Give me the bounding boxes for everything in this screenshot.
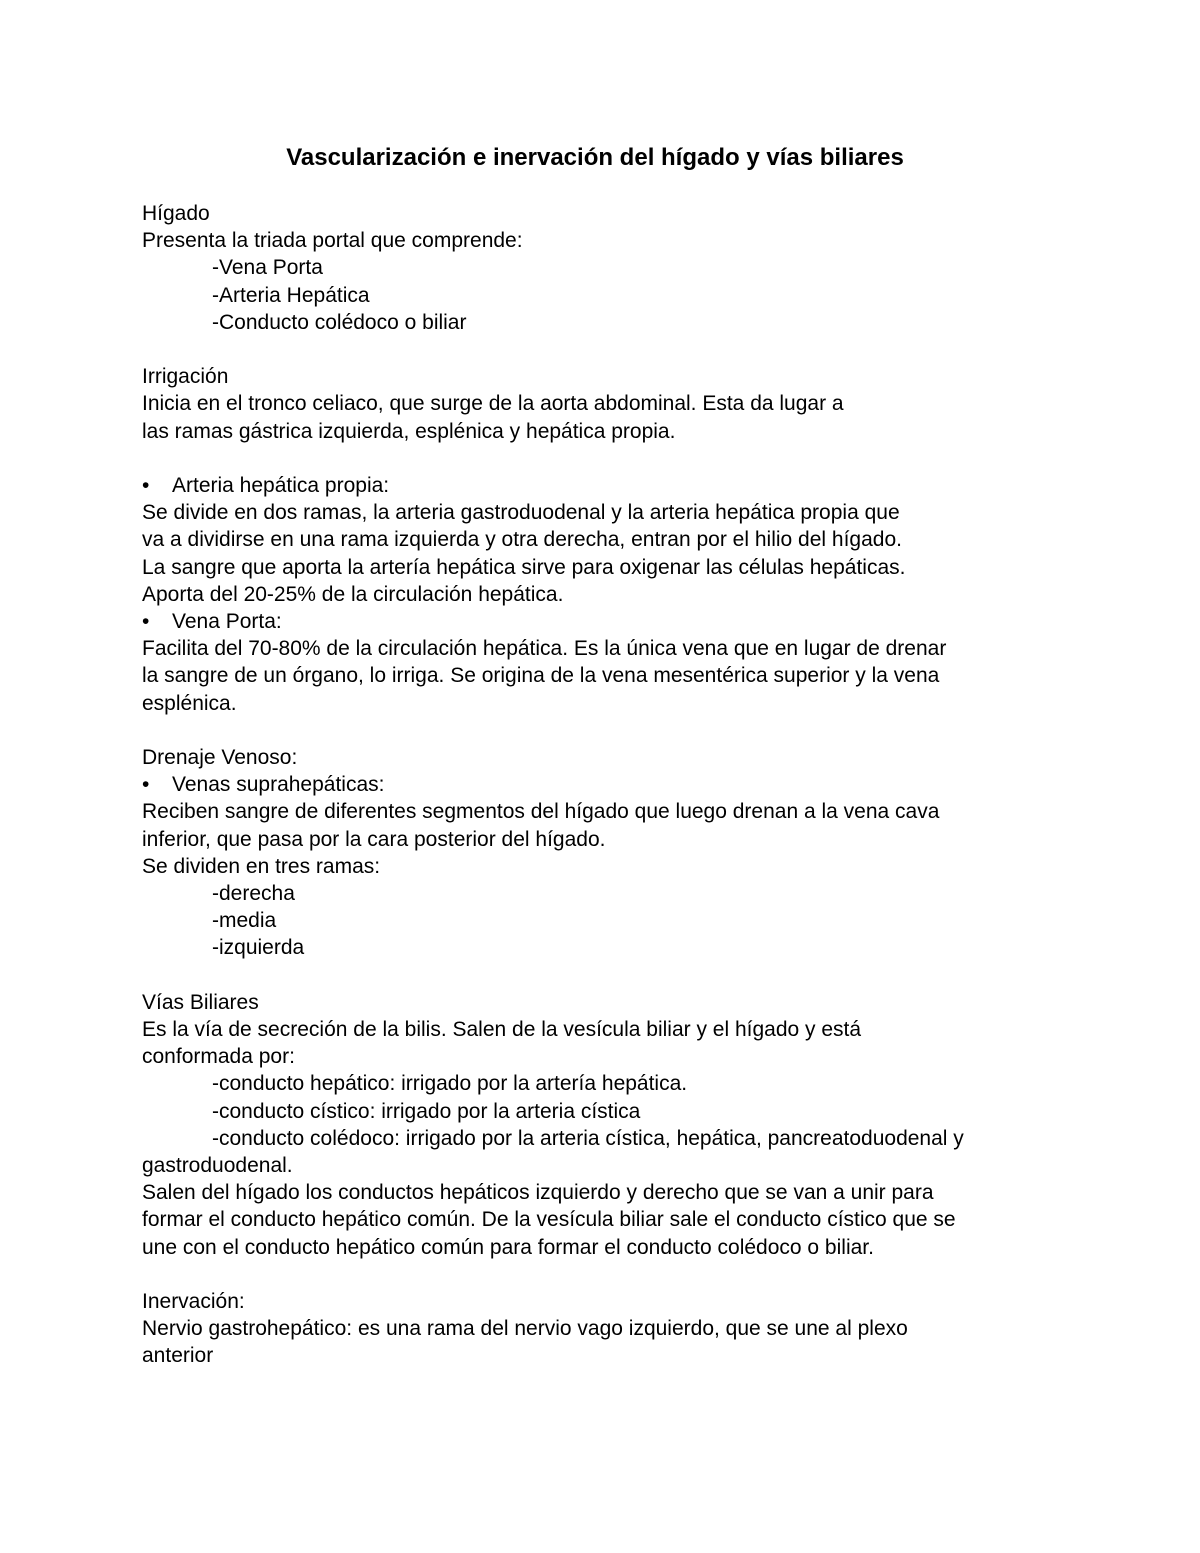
list-item: -media bbox=[212, 909, 277, 933]
paragraph-line: conformada por: bbox=[142, 1045, 295, 1069]
document-body bbox=[142, 200, 1142, 1370]
paragraph-line: inferior, que pasa por la cara posterior del hígado. bbox=[142, 827, 606, 851]
list-item: -derecha bbox=[212, 882, 295, 906]
paragraph-line: une con el conducto hepático común para formar el conducto colédoco o biliar. bbox=[142, 1235, 874, 1259]
paragraph-line: las ramas gástrica izquierda, esplénica y hepática propia. bbox=[142, 419, 676, 443]
paragraph-line: anterior bbox=[142, 1344, 214, 1368]
blank-line bbox=[142, 336, 1142, 363]
list-item: -izquierda bbox=[212, 936, 305, 960]
paragraph-line: Nervio gastrohepático: es una rama del nervio vago izquierdo, que se une al plexo bbox=[142, 1317, 908, 1341]
list-item: -conducto colédoco: irrigado por la arteria cística, hepática, pancreatoduodenal y bbox=[212, 1126, 964, 1150]
paragraph-line: Inicia en el tronco celiaco, que surge de la aorta abdominal. Esta da lugar a bbox=[142, 392, 844, 416]
bullet-icon: • bbox=[142, 474, 150, 497]
paragraph-line: va a dividirse en una rama izquierda y otra derecha, entran por el hilio del hígado. bbox=[142, 528, 902, 552]
blank-line bbox=[142, 1261, 1142, 1288]
document-title: Vascularización e inervación del hígado y vías biliares bbox=[286, 144, 904, 171]
blank-line bbox=[142, 445, 1142, 472]
bullet-item bbox=[142, 771, 1142, 798]
paragraph-line: Presenta la triada portal que comprende: bbox=[142, 229, 523, 253]
bullet-text: Venas suprahepáticas: bbox=[172, 773, 385, 797]
bullet-icon: • bbox=[142, 610, 150, 634]
list-item: -conducto cístico: irrigado por la arteria cística bbox=[212, 1099, 641, 1123]
section-heading-vias-biliares: Vías Biliares bbox=[142, 990, 259, 1014]
bullet-item bbox=[142, 472, 1142, 499]
list-item: -Vena Porta bbox=[212, 256, 323, 280]
paragraph-line: Se divide en dos ramas, la arteria gastroduodenal y la arteria hepática propia que bbox=[142, 501, 900, 525]
paragraph-line: formar el conducto hepático común. De la vesícula biliar sale el conducto cístico que se bbox=[142, 1208, 956, 1232]
section-heading-inervacion: Inervación: bbox=[142, 1290, 245, 1314]
list-item: -Conducto colédoco o biliar bbox=[212, 310, 467, 334]
section-heading-higado: Hígado bbox=[142, 202, 210, 225]
paragraph-line: Es la vía de secreción de la bilis. Salen de la vesícula biliar y el hígado y está bbox=[142, 1018, 862, 1042]
paragraph-line: Facilita del 70-80% de la circulación hepática. Es la única vena que en lugar de drenar bbox=[142, 637, 947, 661]
paragraph-line: Aporta del 20-25% de la circulación hepática. bbox=[142, 582, 564, 606]
blank-line bbox=[142, 962, 1142, 989]
bullet-text: Vena Porta: bbox=[172, 610, 282, 634]
bullet-item bbox=[142, 608, 1142, 635]
bullet-icon: • bbox=[142, 773, 150, 797]
paragraph-line: Reciben sangre de diferentes segmentos del hígado que luego drenan a la vena cava bbox=[142, 800, 940, 824]
paragraph-line: Se dividen en tres ramas: bbox=[142, 854, 381, 878]
section-heading-irrigacion: Irrigación bbox=[142, 365, 229, 389]
bullet-text: Arteria hepática propia: bbox=[172, 474, 390, 497]
paragraph-line: gastroduodenal. bbox=[142, 1154, 293, 1178]
paragraph-line: La sangre que aporta la artería hepática sirve para oxigenar las células hepáticas. bbox=[142, 555, 906, 579]
list-item: -conducto hepático: irrigado por la artería hepática. bbox=[212, 1072, 688, 1096]
blank-line bbox=[142, 717, 1142, 744]
list-item: -Arteria Hepática bbox=[212, 283, 370, 307]
paragraph-line: esplénica. bbox=[142, 691, 237, 715]
paragraph-line: la sangre de un órgano, lo irriga. Se origina de la vena mesentérica superior y la vena bbox=[142, 664, 940, 688]
section-heading-drenaje: Drenaje Venoso: bbox=[142, 746, 298, 770]
paragraph-line: Salen del hígado los conductos hepáticos izquierdo y derecho que se van a unir para bbox=[142, 1181, 934, 1205]
